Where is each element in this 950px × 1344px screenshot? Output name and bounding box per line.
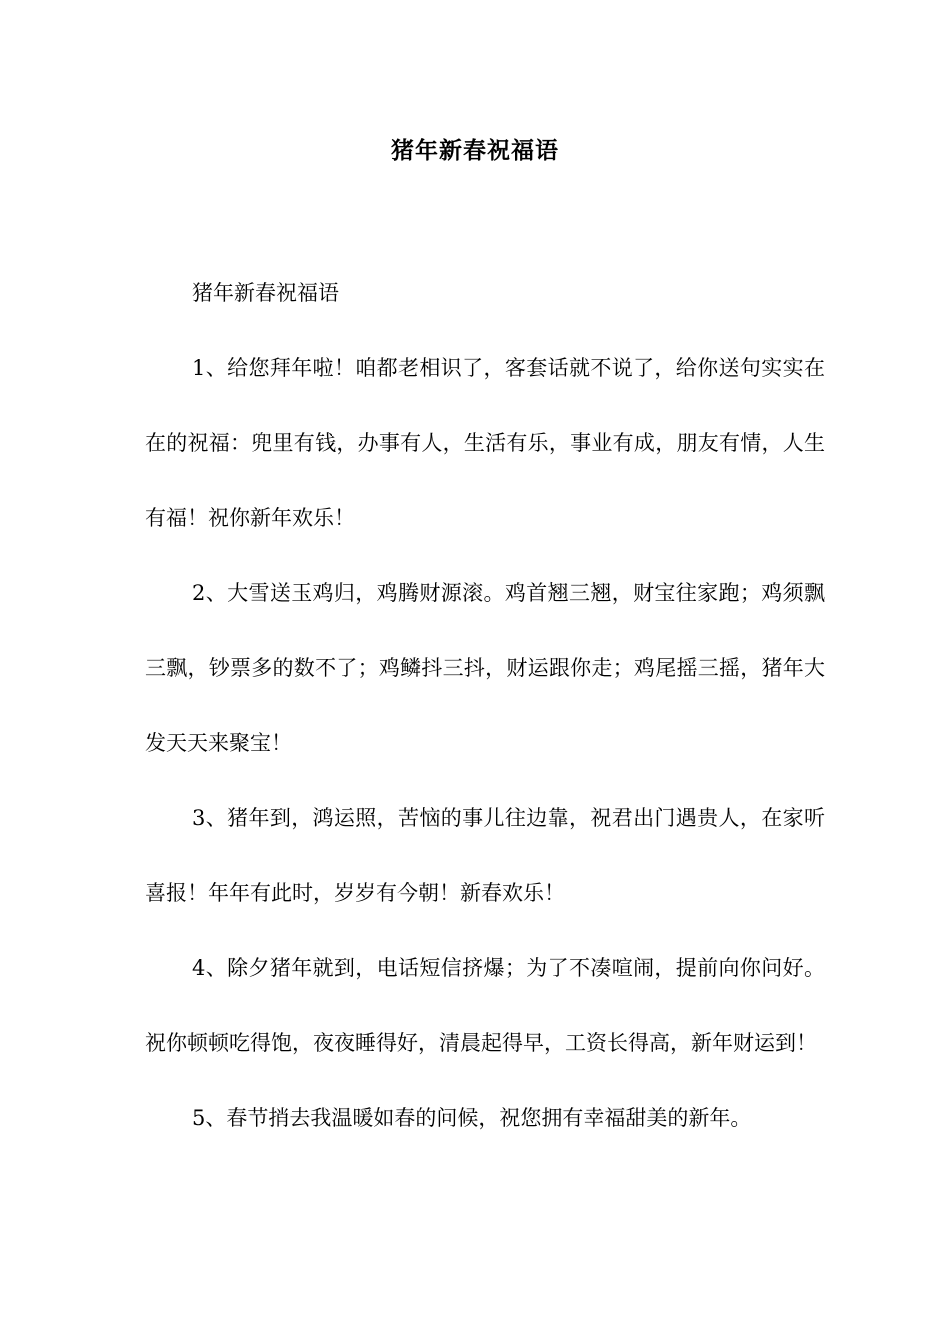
paragraph-blessing-1: 1、给您拜年啦！咱都老相识了，客套话就不说了，给你送句实实在在的祝福：兜里有钱，办事有人，生活有乐，事业有成，朋友有情，人生有福！祝你新年欢乐！ (145, 356, 825, 530)
paragraph-blessing-4: 4、除夕猪年就到，电话短信挤爆；为了不凑喧闹，提前向你问好。祝你顿顿吃得饱，夜夜睡得好，清晨起得早，工资长得高，新年财运到！ (145, 956, 825, 1055)
paragraph-blessing-3: 3、猪年到，鸿运照，苦恼的事儿往边靠，祝君出门遇贵人，在家听喜报！年年有此时，岁岁有今朝！新春欢乐！ (145, 806, 825, 905)
paragraph-blessing-5: 5、春节捎去我温暖如春的问候，祝您拥有幸福甜美的新年。 (192, 1106, 752, 1130)
paragraph-blessing-2: 2、大雪送玉鸡归，鸡腾财源滚。鸡首翘三翘，财宝往家跑；鸡须飘三飘，钞票多的数不了；鸡鳞抖三抖，财运跟你走；鸡尾摇三摇，猪年大发天天来聚宝！ (145, 581, 825, 755)
document-title: 猪年新春祝福语 (391, 137, 559, 164)
document-body (145, 256, 825, 1156)
paragraph-heading: 猪年新春祝福语 (192, 281, 339, 305)
